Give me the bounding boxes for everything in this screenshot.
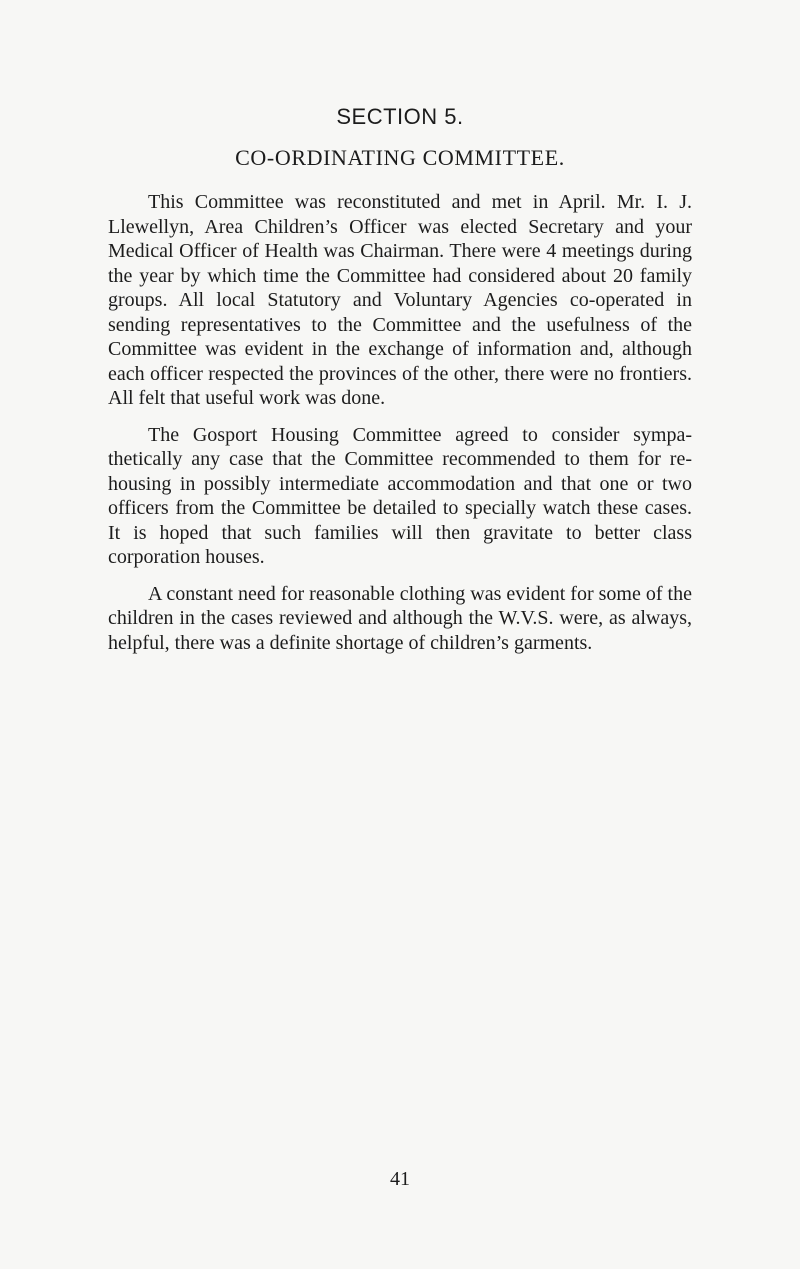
paragraph-clothing-need: A constant need for reasonable clothing was evident for some of the children in the cases reviewed and although the W.V.S. were, as always, helpful, there was a definite shortage of children’s garments.: [108, 582, 692, 654]
body-text: [108, 190, 692, 667]
page-number: 41: [390, 1168, 410, 1190]
paragraph-committee-reconstituted: This Committee was reconstituted and met in April. Mr. I. J. Llewellyn, Area Children’s Officer was elected Secretary and your Medical Officer of Health was Chairman. There were 4 meetings during the year by which time the Committee had considered about 20 family groups. All local Statutory and Voluntary Agencies co-operated in sending representatives to the Committee and the usefulness of the Committee was evident in the exchange of information and, although each officer respected the provinces of the other, there were no frontiers. All felt that useful work was done.: [108, 191, 692, 409]
committee-title: CO-ORDINATING COMMITTEE.: [235, 145, 565, 170]
paragraph-housing-committee: The Gosport Housing Committee agreed to consider sympa-thetically any case that the Committee recommended to them for re-housing in possibly intermediate accommodation and that one or two officers from the Committee be detailed to specially watch these cases. It is hoped that such families will then gravitate to better class corporation houses.: [108, 423, 692, 568]
section-heading: SECTION 5.: [336, 104, 464, 129]
